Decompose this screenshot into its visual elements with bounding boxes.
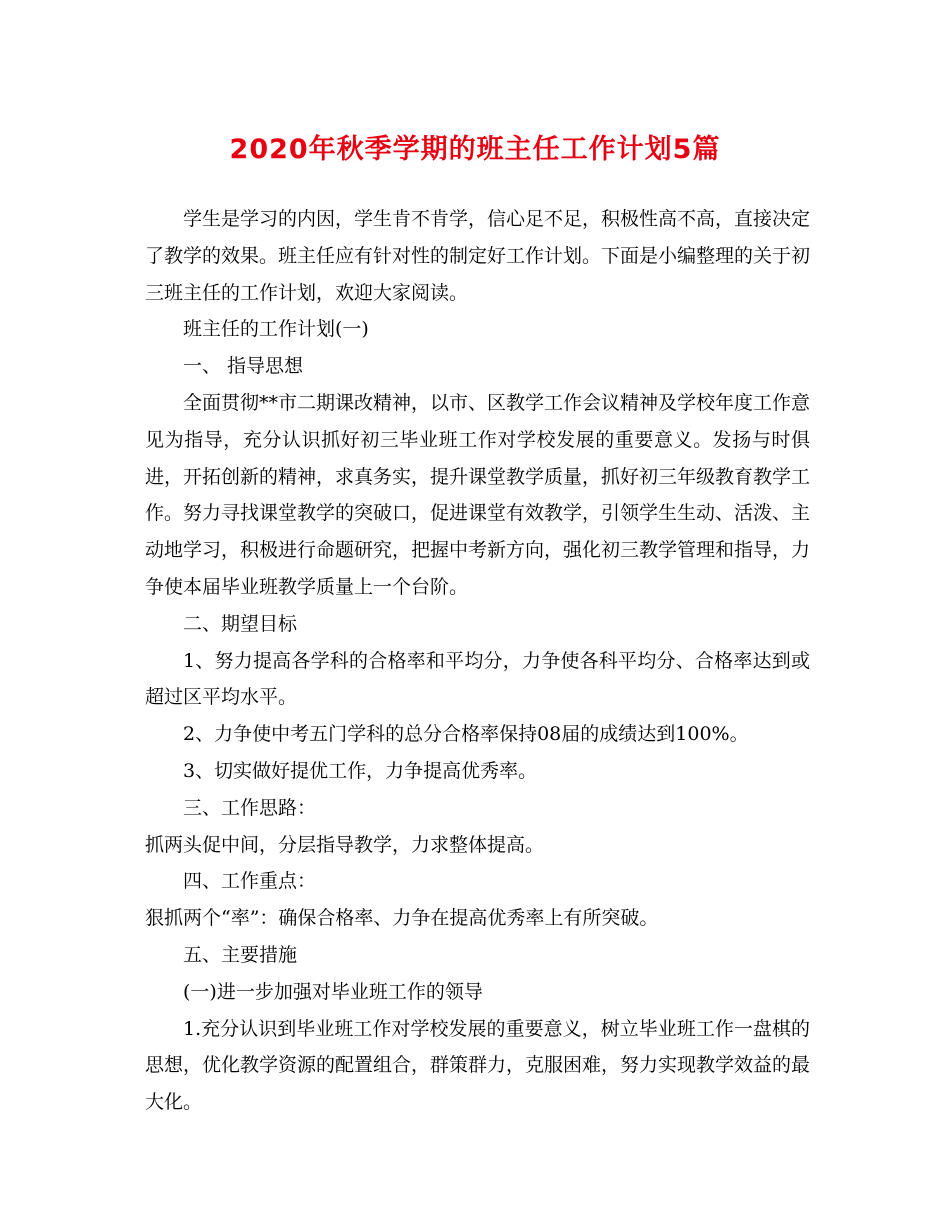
document-title: 2020年秋季学期的班主任工作计划5篇 (229, 134, 721, 165)
paragraph: 一、 指导思想 (183, 355, 304, 378)
paragraph: 三、工作思路： (183, 796, 317, 819)
paragraph: 狠抓两个“率”：确保合格率、力争在提高优秀率上有所突破。 (145, 907, 659, 930)
paragraph: (一)进一步加强对毕业班工作的领导 (183, 980, 483, 1003)
paragraph: 抓两头促中间，分层指导教学，力求整体提高。 (145, 833, 545, 856)
paragraph: 1.充分认识到毕业班工作对学校发展的重要意义，树立毕业班工作一盘棋的思想，优化教学资源的配置组合，群策群力，克服困难，努力实现教学效益的最大化。 (145, 1017, 811, 1114)
paragraph: 四、工作重点： (183, 870, 317, 893)
paragraph: 学生是学习的内因，学生肯不肯学，信心足不足，积极性高不高，直接决定了教学的效果。班主任应有针对性的制定好工作计划。下面是小编整理的关于初三班主任的工作计划，欢迎大家阅读。 (145, 208, 811, 304)
paragraph: 全面贯彻**市二期课改精神，以市、区教学工作会议精神及学校年度工作意见为指导，充分认识抓好初三毕业班工作对学校发展的重要意义。发扬与时俱进，开拓创新的精神，求真务实，提升课堂教学质量，抓好初三年级教育教学工作。努力寻找课堂教学的突破口，促进课堂有效教学，引领学生生动、活泼、主动地学习，积极进行命题研究，把握中考新方向，强化初三教学管理和指导，力争使本届毕业班教学质量上一个台阶。 (145, 391, 811, 598)
paragraph: 二、期望目标 (183, 612, 298, 635)
paragraph: 3、切实做好提优工作，力争提高优秀率。 (183, 759, 538, 782)
document-body (145, 201, 810, 1121)
paragraph: 班主任的工作计划(一) (183, 318, 369, 341)
paragraph: 1、努力提高各学科的合格率和平均分，力争使各科平均分、合格率达到或超过区平均水平。 (145, 649, 810, 709)
paragraph: 2、力争使中考五门学科的总分合格率保持08届的成绩达到100%。 (183, 723, 749, 746)
paragraph: 五、主要措施 (183, 943, 298, 966)
